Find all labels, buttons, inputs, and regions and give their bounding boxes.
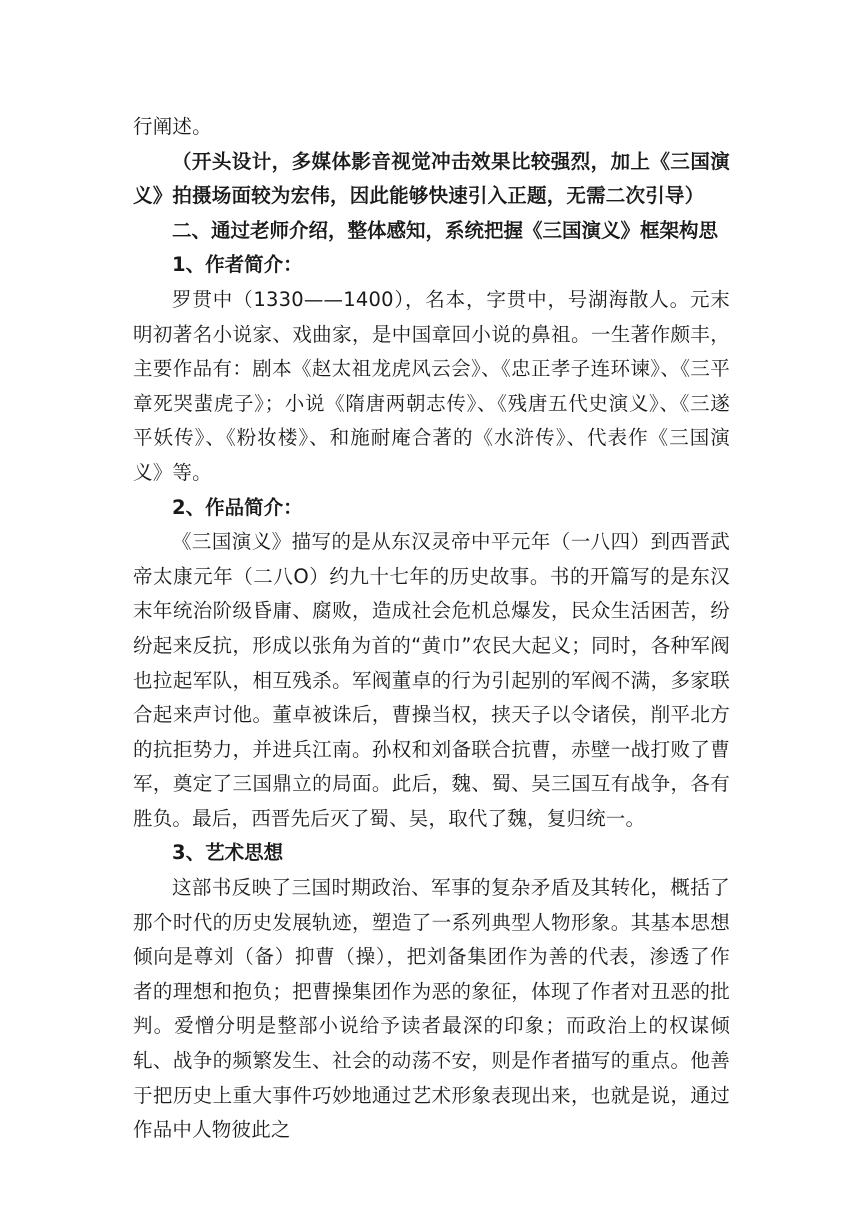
author-intro-body: 罗贯中（1330——1400），名本，字贯中，号湖海散人。元末明初著名小说家、戏曲家，是中国章回小说的鼻祖。一生著作颇丰，主要作品有：剧本《赵太祖龙虎风云会》、《忠正孝子连环谏》、《三平章死哭蜚虎子》；小说《隋唐两朝志传》、《残唐五代史演义》、《三遂平妖传》、《粉妆楼》、和施耐庵合著的《水浒传》、代表作《三国演义》等。: [133, 287, 730, 484]
section-two-heading: 二、通过老师介绍，整体感知，系统把握《三国演义》框架构思: [172, 218, 719, 242]
design-note: （开头设计，多媒体影音视觉冲击效果比较强烈，加上《三国演义》拍摄场面较为宏伟，因此能够快速引入正题，无需二次引导）: [133, 149, 730, 208]
work-intro-heading: 2、作品简介：: [172, 495, 303, 519]
continuation-text: 行阐述。: [133, 115, 212, 138]
art-thought-body: 这部书反映了三国时期政治、军事的复杂矛盾及其转化，概括了那个时代的历史发展轨迹，塑造了一系列典型人物形象。其基本思想倾向是尊刘（备）抑曹（操），把刘备集团作为善的代表，渗透了作者的理想和抱负；把曹操集团作为恶的象征，体现了作者对丑恶的批判。爱憎分明是整部小说给予读者最深的印象；而政治上的权谋倾轧、战争的频繁发生、社会的动荡不安，则是作者描写的重点。他善于把历史上重大事件巧妙地通过艺术形象表现出来，也就是说，通过作品中人物彼此之: [133, 876, 730, 1142]
work-intro-body: 《三国演义》描写的是从东汉灵帝中平元年（一八四）到西晋武帝太康元年（二八O）约九十七年的历史故事。书的开篇写的是东汉末年统治阶级昏庸、腐败，造成社会危机总爆发，民众生活困苦，纷纷起来反抗，形成以张角为首的“黄巾”农民大起义；同时，各种军阀也拉起军队，相互残杀。军阀董卓的行为引起别的军阀不满，多家联合起来声讨他。董卓被诛后，曹操当权，挟天子以令诸侯，削平北方的抗拒势力，并进兵江南。孙权和刘备联合抗曹，赤壁一战打败了曹军，奠定了三国鼎立的局面。此后，魏、蜀、吴三国互有战争，各有胜负。最后，西晋先后灭了蜀、吴，取代了魏，复归统一。: [133, 530, 730, 830]
art-thought-heading: 3、艺术思想: [172, 841, 284, 865]
document-page: [133, 110, 730, 1148]
author-intro-heading: 1、作者简介：: [172, 253, 303, 277]
